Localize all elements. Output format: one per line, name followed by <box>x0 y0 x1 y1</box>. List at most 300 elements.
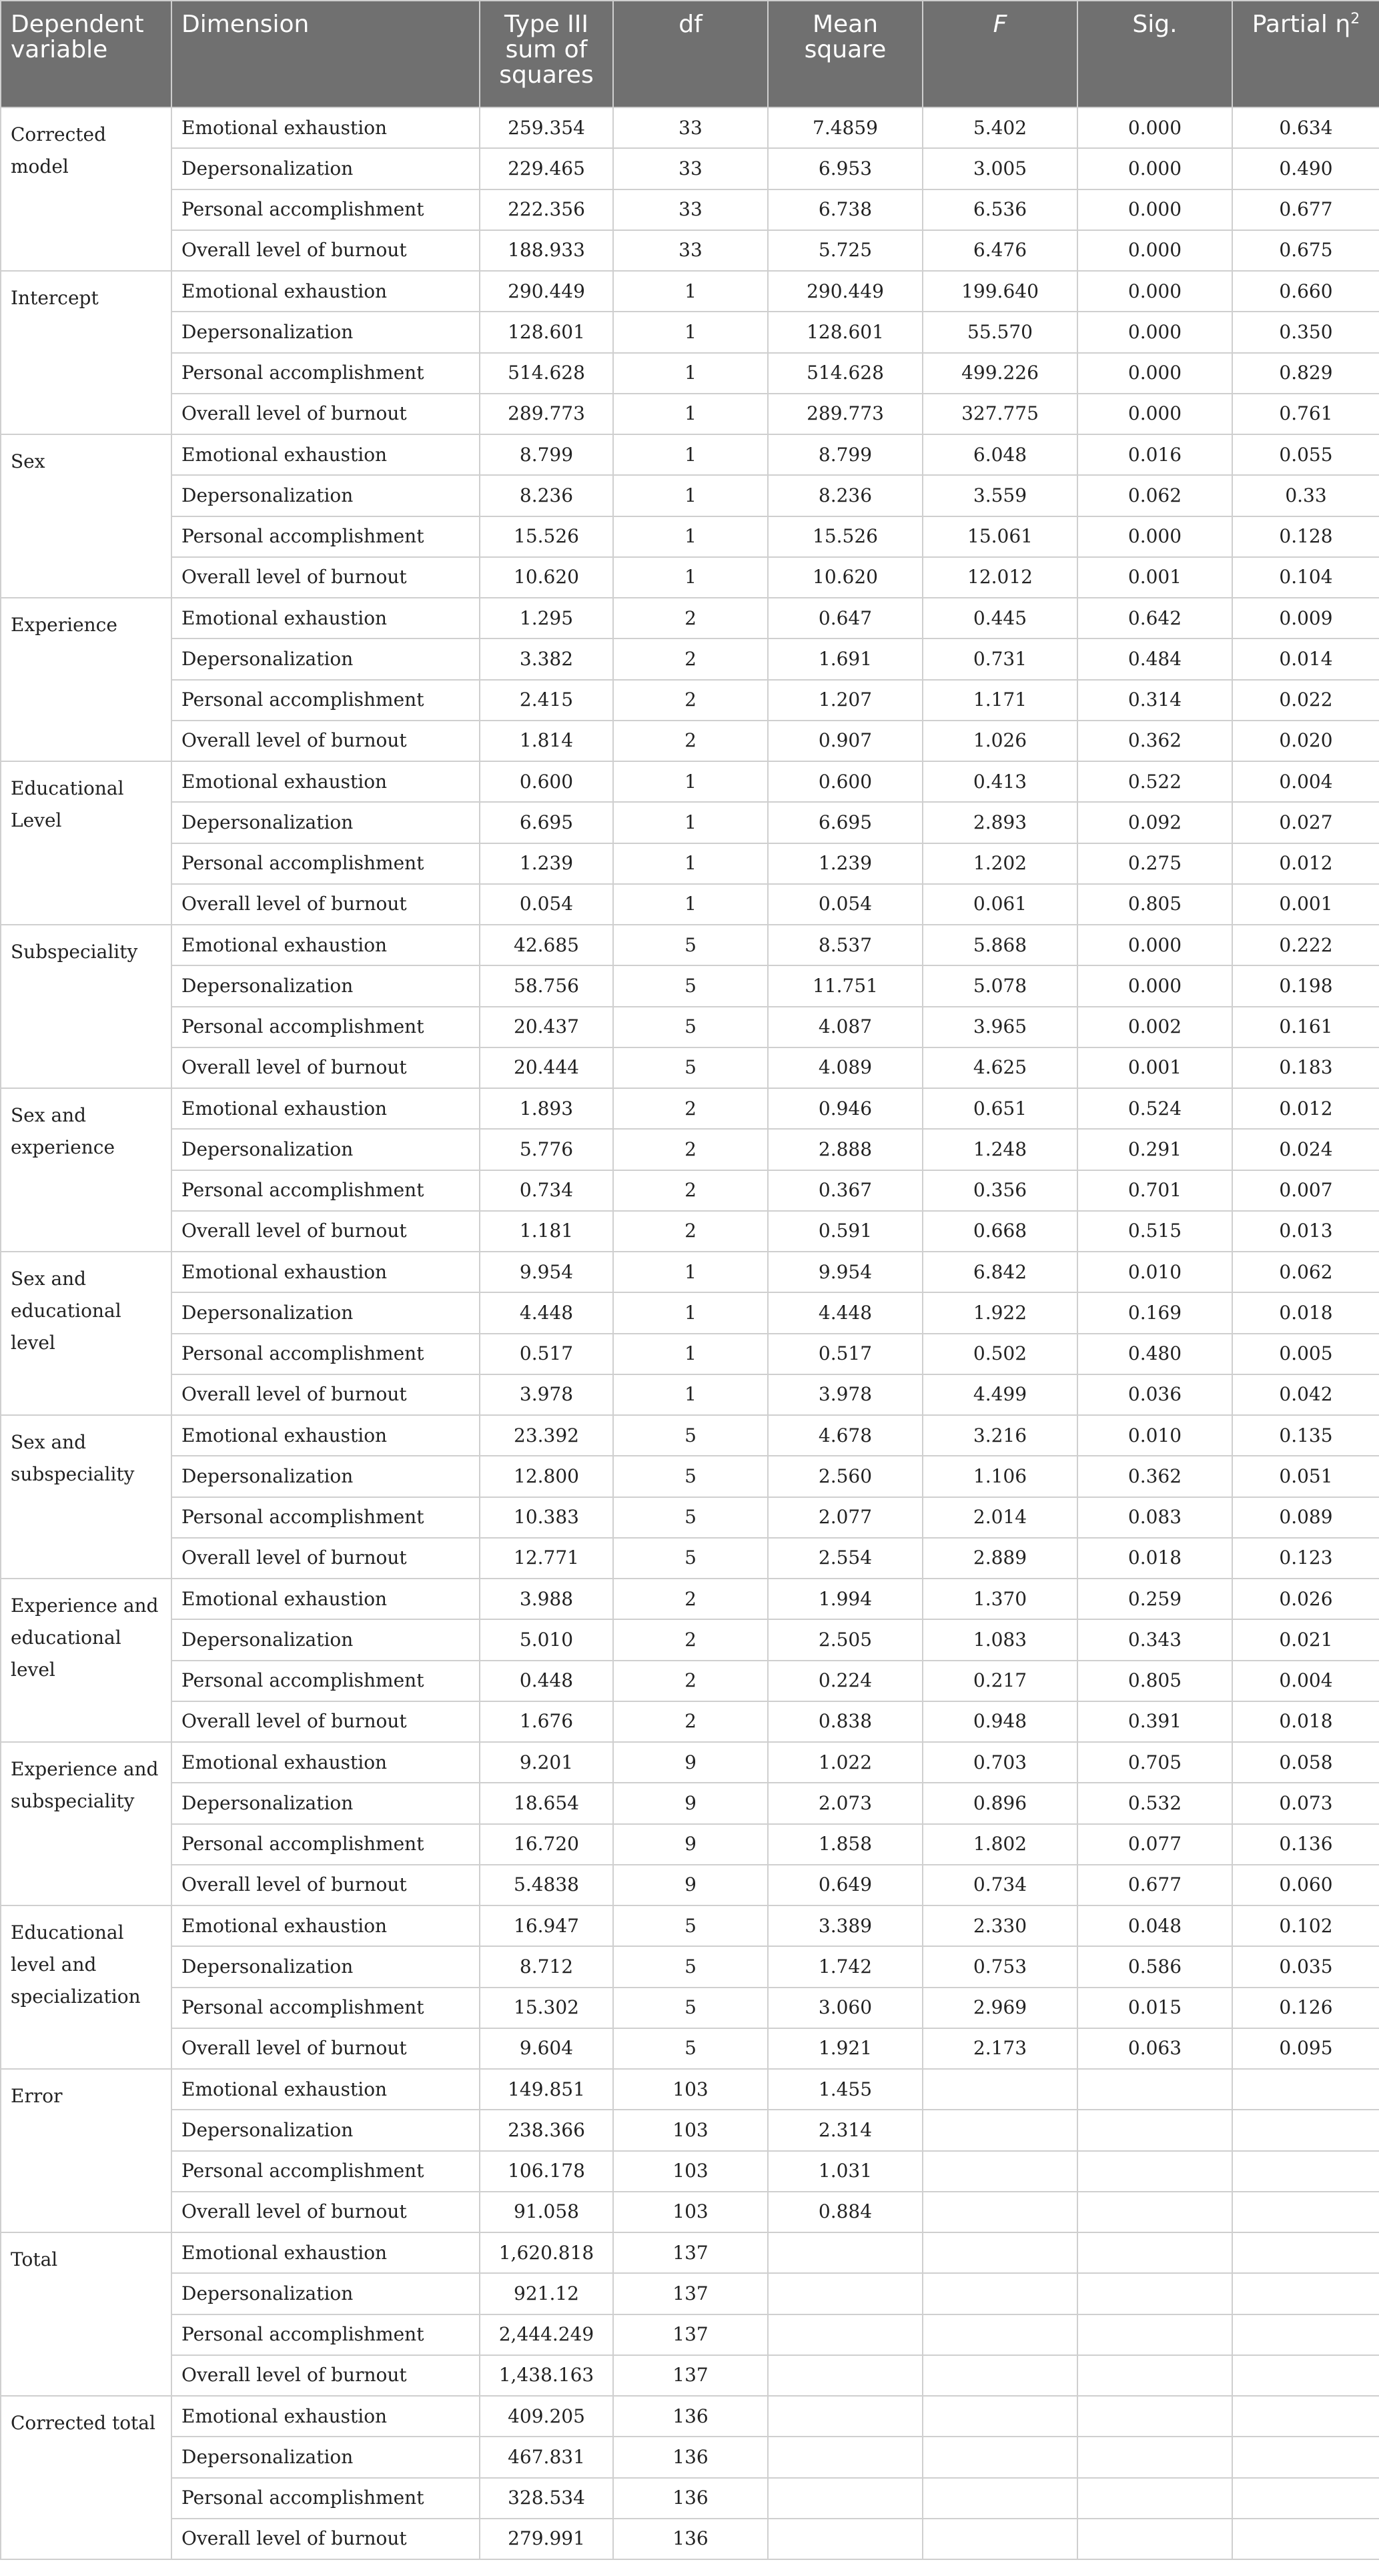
cell-sum-of-squares: 6.695 <box>480 802 613 843</box>
cell-df: 2 <box>613 721 768 761</box>
cell-partial-eta-squared: 0.095 <box>1232 2028 1379 2069</box>
cell-df: 33 <box>613 107 768 148</box>
table-row <box>1 598 1379 638</box>
cell-sig <box>1077 2355 1232 2396</box>
cell-sig: 0.001 <box>1077 1047 1232 1088</box>
dimension-cell: Depersonalization <box>171 2273 480 2314</box>
cell-f: 0.948 <box>923 1701 1077 1742</box>
cell-partial-eta-squared: 0.350 <box>1232 312 1379 352</box>
dimension-cell: Emotional exhaustion <box>171 1252 480 1292</box>
cell-df: 2 <box>613 1211 768 1252</box>
cell-df: 5 <box>613 1905 768 1946</box>
cell-df: 5 <box>613 1988 768 2028</box>
cell-mean-square: 0.367 <box>768 1170 923 1211</box>
cell-sum-of-squares: 1.893 <box>480 1088 613 1129</box>
cell-partial-eta-squared: 0.013 <box>1232 1211 1379 1252</box>
cell-sum-of-squares: 3.978 <box>480 1374 613 1415</box>
cell-sum-of-squares: 3.988 <box>480 1579 613 1619</box>
header-sig: Sig. <box>1077 1 1232 107</box>
cell-df: 2 <box>613 680 768 721</box>
dimension-cell: Personal accomplishment <box>171 2478 480 2519</box>
dimension-cell: Emotional exhaustion <box>171 2069 480 2110</box>
cell-f: 1.248 <box>923 1129 1077 1170</box>
cell-sum-of-squares: 921.12 <box>480 2273 613 2314</box>
cell-f <box>923 2355 1077 2396</box>
cell-sum-of-squares: 16.720 <box>480 1824 613 1865</box>
cell-partial-eta-squared: 0.123 <box>1232 1538 1379 1579</box>
cell-sig <box>1077 2396 1232 2437</box>
dimension-cell: Personal accomplishment <box>171 353 480 394</box>
cell-sum-of-squares: 0.448 <box>480 1661 613 1701</box>
cell-sig: 0.480 <box>1077 1334 1232 1374</box>
cell-df: 136 <box>613 2396 768 2437</box>
table-row <box>1 312 1379 352</box>
cell-mean-square <box>768 2232 923 2273</box>
cell-mean-square: 6.953 <box>768 148 923 189</box>
cell-f <box>923 2437 1077 2477</box>
cell-sig: 0.018 <box>1077 1538 1232 1579</box>
header-mean-square: Mean square <box>768 1 923 107</box>
cell-f: 0.502 <box>923 1334 1077 1374</box>
cell-df: 1 <box>613 271 768 312</box>
cell-df: 1 <box>613 843 768 884</box>
cell-partial-eta-squared: 0.104 <box>1232 557 1379 598</box>
cell-sum-of-squares: 467.831 <box>480 2437 613 2477</box>
cell-partial-eta-squared <box>1232 2110 1379 2150</box>
table-row <box>1 2028 1379 2069</box>
cell-f: 0.734 <box>923 1865 1077 1905</box>
dimension-cell: Emotional exhaustion <box>171 925 480 965</box>
cell-mean-square: 9.954 <box>768 1252 923 1292</box>
cell-df: 103 <box>613 2151 768 2192</box>
dimension-cell: Personal accomplishment <box>171 1988 480 2028</box>
cell-df: 2 <box>613 1088 768 1129</box>
dimension-cell: Personal accomplishment <box>171 1334 480 1374</box>
dependent-variable-cell: Sex and educational level <box>1 1252 171 1415</box>
table-row <box>1 802 1379 843</box>
cell-df: 136 <box>613 2437 768 2477</box>
table-row <box>1 2151 1379 2192</box>
cell-f: 5.078 <box>923 965 1077 1006</box>
cell-df: 1 <box>613 353 768 394</box>
cell-partial-eta-squared: 0.126 <box>1232 1988 1379 2028</box>
cell-f: 0.753 <box>923 1946 1077 1987</box>
cell-sig: 0.391 <box>1077 1701 1232 1742</box>
cell-partial-eta-squared: 0.198 <box>1232 965 1379 1006</box>
cell-partial-eta-squared: 0.021 <box>1232 1619 1379 1660</box>
cell-df: 5 <box>613 1456 768 1496</box>
cell-mean-square: 290.449 <box>768 271 923 312</box>
dimension-cell: Overall level of burnout <box>171 2355 480 2396</box>
cell-sum-of-squares: 20.444 <box>480 1047 613 1088</box>
table-row <box>1 965 1379 1006</box>
cell-sum-of-squares: 10.620 <box>480 557 613 598</box>
cell-df: 1 <box>613 557 768 598</box>
cell-df: 2 <box>613 598 768 638</box>
table-row <box>1 434 1379 475</box>
cell-df: 2 <box>613 638 768 679</box>
cell-partial-eta-squared: 0.001 <box>1232 884 1379 925</box>
cell-sig: 0.275 <box>1077 843 1232 884</box>
dependent-variable-cell: Educational level and specialization <box>1 1905 171 2069</box>
cell-f: 0.217 <box>923 1661 1077 1701</box>
header-eta-prefix: Partial η <box>1252 11 1351 38</box>
table-row <box>1 2110 1379 2150</box>
cell-sig: 0.701 <box>1077 1170 1232 1211</box>
cell-mean-square: 1.207 <box>768 680 923 721</box>
cell-f <box>923 2273 1077 2314</box>
cell-mean-square: 1.742 <box>768 1946 923 1987</box>
cell-f: 6.842 <box>923 1252 1077 1292</box>
cell-mean-square: 4.678 <box>768 1415 923 1456</box>
cell-partial-eta-squared: 0.026 <box>1232 1579 1379 1619</box>
cell-df: 1 <box>613 394 768 434</box>
header-dependent-variable: Dependent variable <box>1 1 171 107</box>
cell-sig: 0.362 <box>1077 721 1232 761</box>
dimension-cell: Overall level of burnout <box>171 1374 480 1415</box>
cell-df: 5 <box>613 2028 768 2069</box>
dimension-cell: Emotional exhaustion <box>171 598 480 638</box>
table-row <box>1 1742 1379 1783</box>
cell-sum-of-squares: 1.676 <box>480 1701 613 1742</box>
cell-sig: 0.016 <box>1077 434 1232 475</box>
dimension-cell: Depersonalization <box>171 1456 480 1496</box>
cell-df: 103 <box>613 2110 768 2150</box>
dimension-cell: Depersonalization <box>171 2110 480 2150</box>
table-row <box>1 230 1379 271</box>
cell-mean-square: 11.751 <box>768 965 923 1006</box>
cell-sum-of-squares: 289.773 <box>480 394 613 434</box>
cell-f: 2.969 <box>923 1988 1077 2028</box>
cell-sig: 0.063 <box>1077 2028 1232 2069</box>
cell-f: 2.173 <box>923 2028 1077 2069</box>
cell-df: 5 <box>613 1946 768 1987</box>
cell-df: 5 <box>613 965 768 1006</box>
cell-partial-eta-squared: 0.183 <box>1232 1047 1379 1088</box>
dimension-cell: Overall level of burnout <box>171 1701 480 1742</box>
cell-df: 5 <box>613 925 768 965</box>
cell-sig: 0.001 <box>1077 557 1232 598</box>
dependent-variable-cell: Intercept <box>1 271 171 434</box>
dimension-cell: Depersonalization <box>171 475 480 516</box>
cell-partial-eta-squared: 0.020 <box>1232 721 1379 761</box>
header-row <box>1 1 1379 107</box>
cell-f <box>923 2151 1077 2192</box>
cell-mean-square: 289.773 <box>768 394 923 434</box>
cell-mean-square: 1.921 <box>768 2028 923 2069</box>
cell-mean-square: 8.799 <box>768 434 923 475</box>
cell-partial-eta-squared <box>1232 2232 1379 2273</box>
cell-mean-square: 2.073 <box>768 1783 923 1823</box>
table-row <box>1 1783 1379 1823</box>
header-f: F <box>923 1 1077 107</box>
cell-partial-eta-squared: 0.012 <box>1232 1088 1379 1129</box>
cell-partial-eta-squared: 0.062 <box>1232 1252 1379 1292</box>
cell-df: 1 <box>613 434 768 475</box>
cell-mean-square: 0.647 <box>768 598 923 638</box>
table-row <box>1 1415 1379 1456</box>
cell-sum-of-squares: 328.534 <box>480 2478 613 2519</box>
cell-partial-eta-squared <box>1232 2069 1379 2110</box>
cell-sig: 0.343 <box>1077 1619 1232 1660</box>
cell-f <box>923 2110 1077 2150</box>
cell-sum-of-squares: 5.010 <box>480 1619 613 1660</box>
header-eta-superscript: 2 <box>1350 11 1360 27</box>
cell-df: 137 <box>613 2232 768 2273</box>
dependent-variable-cell: Corrected model <box>1 107 171 271</box>
header-df: df <box>613 1 768 107</box>
table-row <box>1 1047 1379 1088</box>
cell-sum-of-squares: 20.437 <box>480 1007 613 1047</box>
cell-f: 0.445 <box>923 598 1077 638</box>
dimension-cell: Overall level of burnout <box>171 721 480 761</box>
cell-mean-square <box>768 2314 923 2355</box>
cell-sum-of-squares: 42.685 <box>480 925 613 965</box>
cell-sum-of-squares: 18.654 <box>480 1783 613 1823</box>
cell-f: 1.922 <box>923 1292 1077 1333</box>
cell-mean-square: 6.738 <box>768 189 923 230</box>
cell-df: 137 <box>613 2273 768 2314</box>
dimension-cell: Overall level of burnout <box>171 230 480 271</box>
dependent-variable-cell: Sex and subspeciality <box>1 1415 171 1579</box>
cell-partial-eta-squared: 0.022 <box>1232 680 1379 721</box>
cell-mean-square: 0.838 <box>768 1701 923 1742</box>
cell-f: 1.370 <box>923 1579 1077 1619</box>
cell-sum-of-squares: 5.4838 <box>480 1865 613 1905</box>
cell-sig: 0.291 <box>1077 1129 1232 1170</box>
table-row <box>1 925 1379 965</box>
cell-mean-square: 0.946 <box>768 1088 923 1129</box>
cell-f: 0.413 <box>923 761 1077 802</box>
cell-f <box>923 2314 1077 2355</box>
cell-df: 1 <box>613 516 768 557</box>
cell-mean-square: 4.089 <box>768 1047 923 1088</box>
cell-mean-square: 1.858 <box>768 1824 923 1865</box>
cell-sum-of-squares: 409.205 <box>480 2396 613 2437</box>
table-row <box>1 1865 1379 1905</box>
header-partial-eta-squared <box>1232 1 1379 107</box>
cell-partial-eta-squared: 0.761 <box>1232 394 1379 434</box>
cell-mean-square: 6.695 <box>768 802 923 843</box>
cell-sig: 0.362 <box>1077 1456 1232 1496</box>
dimension-cell: Emotional exhaustion <box>171 271 480 312</box>
cell-df: 1 <box>613 1334 768 1374</box>
table-row <box>1 516 1379 557</box>
cell-df: 137 <box>613 2355 768 2396</box>
cell-partial-eta-squared: 0.102 <box>1232 1905 1379 1946</box>
cell-mean-square: 0.907 <box>768 721 923 761</box>
table-row <box>1 1905 1379 1946</box>
cell-mean-square <box>768 2437 923 2477</box>
cell-sig <box>1077 2232 1232 2273</box>
cell-df: 1 <box>613 1374 768 1415</box>
cell-f: 2.330 <box>923 1905 1077 1946</box>
cell-partial-eta-squared <box>1232 2192 1379 2232</box>
cell-partial-eta-squared: 0.051 <box>1232 1456 1379 1496</box>
cell-partial-eta-squared: 0.007 <box>1232 1170 1379 1211</box>
cell-f: 55.570 <box>923 312 1077 352</box>
cell-partial-eta-squared <box>1232 2314 1379 2355</box>
cell-mean-square: 1.455 <box>768 2069 923 2110</box>
cell-df: 5 <box>613 1007 768 1047</box>
cell-df: 2 <box>613 1701 768 1742</box>
cell-sum-of-squares: 4.448 <box>480 1292 613 1333</box>
cell-f: 0.703 <box>923 1742 1077 1783</box>
cell-partial-eta-squared: 0.677 <box>1232 189 1379 230</box>
cell-partial-eta-squared: 0.222 <box>1232 925 1379 965</box>
cell-partial-eta-squared: 0.012 <box>1232 843 1379 884</box>
table-row <box>1 1334 1379 1374</box>
dimension-cell: Depersonalization <box>171 1292 480 1333</box>
table-row <box>1 475 1379 516</box>
cell-f: 5.402 <box>923 107 1077 148</box>
cell-f: 2.893 <box>923 802 1077 843</box>
cell-partial-eta-squared <box>1232 2437 1379 2477</box>
dependent-variable-cell: Sex <box>1 434 171 598</box>
cell-sum-of-squares: 8.236 <box>480 475 613 516</box>
cell-partial-eta-squared: 0.009 <box>1232 598 1379 638</box>
dimension-cell: Depersonalization <box>171 1619 480 1660</box>
cell-f: 4.499 <box>923 1374 1077 1415</box>
cell-mean-square: 2.554 <box>768 1538 923 1579</box>
cell-mean-square: 2.560 <box>768 1456 923 1496</box>
cell-sig: 0.586 <box>1077 1946 1232 1987</box>
table-row <box>1 1701 1379 1742</box>
cell-f: 0.356 <box>923 1170 1077 1211</box>
cell-sum-of-squares: 0.517 <box>480 1334 613 1374</box>
cell-df: 137 <box>613 2314 768 2355</box>
cell-df: 9 <box>613 1742 768 1783</box>
cell-f: 1.106 <box>923 1456 1077 1496</box>
dimension-cell: Personal accomplishment <box>171 2314 480 2355</box>
cell-sig: 0.002 <box>1077 1007 1232 1047</box>
dependent-variable-cell: Experience <box>1 598 171 761</box>
dependent-variable-cell: Experience and educational level <box>1 1579 171 1742</box>
cell-mean-square: 3.978 <box>768 1374 923 1415</box>
cell-df: 1 <box>613 475 768 516</box>
cell-sum-of-squares: 188.933 <box>480 230 613 271</box>
dimension-cell: Emotional exhaustion <box>171 1579 480 1619</box>
cell-sig: 0.515 <box>1077 1211 1232 1252</box>
cell-sig: 0.522 <box>1077 761 1232 802</box>
cell-sum-of-squares: 3.382 <box>480 638 613 679</box>
cell-mean-square: 2.888 <box>768 1129 923 1170</box>
table-row <box>1 2437 1379 2477</box>
dimension-cell: Emotional exhaustion <box>171 2232 480 2273</box>
dimension-cell: Overall level of burnout <box>171 1538 480 1579</box>
dimension-cell: Depersonalization <box>171 965 480 1006</box>
cell-df: 1 <box>613 761 768 802</box>
cell-mean-square: 2.077 <box>768 1497 923 1538</box>
cell-f: 12.012 <box>923 557 1077 598</box>
cell-df: 9 <box>613 1783 768 1823</box>
cell-f: 2.889 <box>923 1538 1077 1579</box>
cell-f <box>923 2192 1077 2232</box>
cell-sum-of-squares: 1,620.818 <box>480 2232 613 2273</box>
table-body <box>1 107 1379 2559</box>
cell-mean-square: 1.022 <box>768 1742 923 1783</box>
cell-sum-of-squares: 10.383 <box>480 1497 613 1538</box>
cell-sig <box>1077 2069 1232 2110</box>
cell-mean-square: 10.620 <box>768 557 923 598</box>
cell-mean-square: 3.060 <box>768 1988 923 2028</box>
cell-partial-eta-squared: 0.490 <box>1232 148 1379 189</box>
cell-f: 15.061 <box>923 516 1077 557</box>
cell-sig: 0.062 <box>1077 475 1232 516</box>
header-dimension: Dimension <box>171 1 480 107</box>
cell-sum-of-squares: 1.239 <box>480 843 613 884</box>
cell-sig: 0.532 <box>1077 1783 1232 1823</box>
table-row <box>1 271 1379 312</box>
cell-f <box>923 2232 1077 2273</box>
cell-partial-eta-squared: 0.161 <box>1232 1007 1379 1047</box>
cell-sig <box>1077 2314 1232 2355</box>
cell-sig: 0.805 <box>1077 884 1232 925</box>
cell-f: 1.802 <box>923 1824 1077 1865</box>
dependent-variable-cell: Subspeciality <box>1 925 171 1088</box>
cell-f: 0.896 <box>923 1783 1077 1823</box>
dimension-cell: Overall level of burnout <box>171 2028 480 2069</box>
dimension-cell: Depersonalization <box>171 638 480 679</box>
cell-f: 1.026 <box>923 721 1077 761</box>
cell-f: 5.868 <box>923 925 1077 965</box>
dimension-cell: Emotional exhaustion <box>171 1415 480 1456</box>
cell-mean-square <box>768 2273 923 2314</box>
cell-sum-of-squares: 2.415 <box>480 680 613 721</box>
cell-sig: 0.000 <box>1077 925 1232 965</box>
dimension-cell: Emotional exhaustion <box>171 2396 480 2437</box>
cell-sum-of-squares: 290.449 <box>480 271 613 312</box>
table-row <box>1 1170 1379 1211</box>
cell-sig: 0.010 <box>1077 1252 1232 1292</box>
cell-sig: 0.259 <box>1077 1579 1232 1619</box>
cell-sig: 0.000 <box>1077 107 1232 148</box>
cell-df: 2 <box>613 1170 768 1211</box>
cell-f: 199.640 <box>923 271 1077 312</box>
cell-sig <box>1077 2192 1232 2232</box>
cell-sig: 0.642 <box>1077 598 1232 638</box>
cell-mean-square <box>768 2396 923 2437</box>
cell-partial-eta-squared: 0.042 <box>1232 1374 1379 1415</box>
dependent-variable-cell: Corrected total <box>1 2396 171 2559</box>
cell-sum-of-squares: 16.947 <box>480 1905 613 1946</box>
cell-df: 1 <box>613 884 768 925</box>
dimension-cell: Depersonalization <box>171 1946 480 1987</box>
cell-mean-square: 0.517 <box>768 1334 923 1374</box>
cell-f: 3.559 <box>923 475 1077 516</box>
cell-sum-of-squares: 15.526 <box>480 516 613 557</box>
cell-sig <box>1077 2519 1232 2559</box>
cell-sum-of-squares: 1.814 <box>480 721 613 761</box>
cell-f: 3.216 <box>923 1415 1077 1456</box>
cell-f: 0.731 <box>923 638 1077 679</box>
cell-sig <box>1077 2273 1232 2314</box>
dimension-cell: Emotional exhaustion <box>171 1742 480 1783</box>
cell-partial-eta-squared: 0.018 <box>1232 1701 1379 1742</box>
cell-mean-square: 5.725 <box>768 230 923 271</box>
cell-sum-of-squares: 5.776 <box>480 1129 613 1170</box>
dimension-cell: Depersonalization <box>171 1783 480 1823</box>
cell-partial-eta-squared: 0.035 <box>1232 1946 1379 1987</box>
cell-sig <box>1077 2151 1232 2192</box>
cell-df: 5 <box>613 1047 768 1088</box>
cell-sum-of-squares: 8.799 <box>480 434 613 475</box>
dependent-variable-cell: Sex and experience <box>1 1088 171 1252</box>
cell-sum-of-squares: 9.604 <box>480 2028 613 2069</box>
table-row <box>1 843 1379 884</box>
cell-f: 6.476 <box>923 230 1077 271</box>
cell-partial-eta-squared: 0.018 <box>1232 1292 1379 1333</box>
